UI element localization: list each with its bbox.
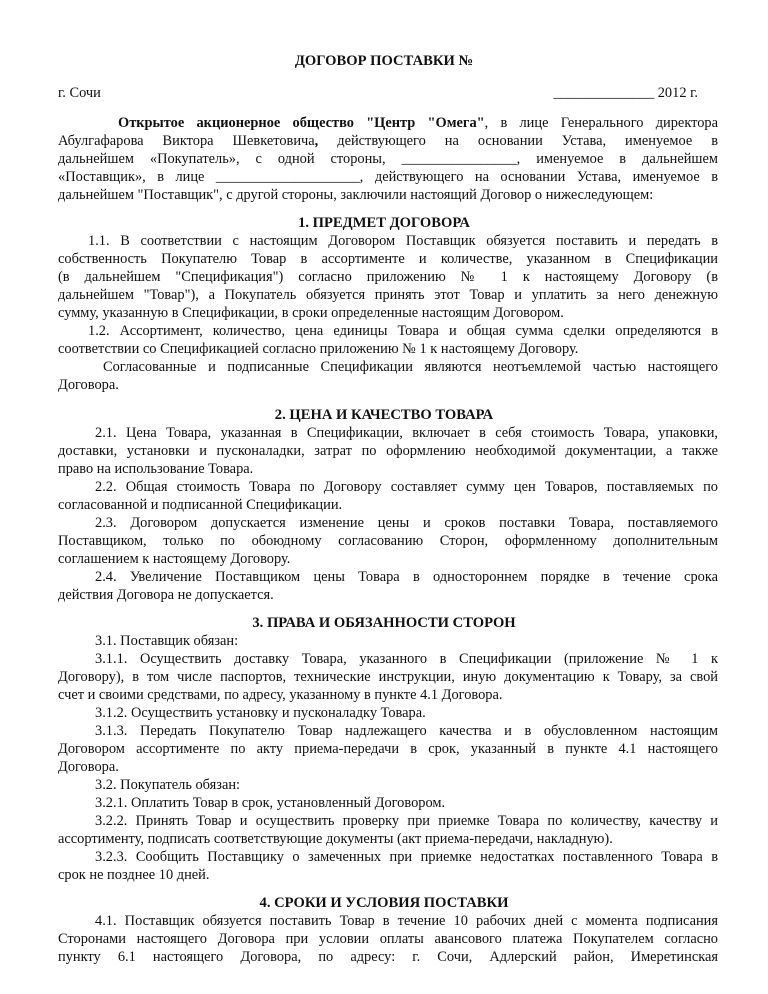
section-3-heading: 3. ПРАВА И ОБЯЗАННОСТИ СТОРОН <box>252 615 516 631</box>
clause-1-1: 1.1. В соответствии с настоящим Договором Поставщик обязуется поставить и передать в <box>88 233 718 249</box>
paragraph-line: Договору), в том числе паспортов, технические инструкции, иную документацию к Товару, за свой <box>58 669 718 685</box>
paragraph-line: Согласованные и подписанные Спецификации являются неотъемлемой частью настоящего <box>103 359 718 375</box>
clause-4-1: 4.1. Поставщик обязуется поставить Товар в течение 10 рабочих дней с момента подписания <box>95 913 718 929</box>
paragraph-line: согласованной и подписанной Спецификации. <box>58 497 343 513</box>
paragraph-line: счет и своими средствами, по адресу, указанному в пункте 4.1 Договора. <box>58 687 503 703</box>
section-4-heading: 4. СРОКИ И УСЛОВИЯ ПОСТАВКИ <box>259 895 509 911</box>
clause-3-1-2: 3.1.2. Осуществить установку и пусконаладку Товара. <box>95 705 426 721</box>
paragraph-line: пункту 6.1 настоящего Договора, по адресу: г. Сочи, Адлерский район, Имеретинская <box>58 949 718 965</box>
clause-3-2: 3.2. Покупатель обязан: <box>95 777 241 793</box>
buyer-name: Открытое акционерное общество "Центр "Омега" <box>118 115 485 131</box>
clause-1-2: 1.2. Ассортимент, количество, цена единицы Товара и общая сумма сделки определяются в <box>88 323 718 339</box>
clause-3-1-1: 3.1.1. Осуществить доставку Товара, указанного в Спецификации (приложение № 1 к <box>95 651 718 667</box>
clause-2-3: 2.3. Договором допускается изменение цены и сроков поставки Товара, поставляемого <box>95 515 718 531</box>
section-1-heading: 1. ПРЕДМЕТ ДОГОВОРА <box>298 215 470 231</box>
section-2-heading: 2. ЦЕНА И КАЧЕСТВО ТОВАРА <box>274 407 494 423</box>
clause-2-2: 2.2. Общая стоимость Товара по Договору составляет сумму цен Товаров, поставляемых по <box>95 479 718 495</box>
clause-3-2-2: 3.2.2. Принять Товар и осуществить проверку при приемке Товара по количеству, качеству и <box>95 813 718 829</box>
clause-3-2-1: 3.2.1. Оплатить Товар в срок, установленный Договором. <box>95 795 446 811</box>
intro-line-4: «Поставщик», в лице ____________________, действующего на основании Устава, именуемое в <box>58 169 718 185</box>
clause-3-2-3: 3.2.3. Сообщить Поставщику о замеченных при приемке недостатках поставленного Товара в <box>95 849 718 865</box>
paragraph-line: сумму, указанную в Спецификации, в сроки определенные настоящим Договором. <box>58 305 564 321</box>
intro-line-3: дальнейшем «Покупатель», с одной стороны, ________________, именуемое в дальнейшем <box>58 151 718 167</box>
paragraph-line: право на использование Товара. <box>58 461 254 477</box>
contract-date: ______________ 2012 г. <box>553 85 698 101</box>
paragraph-line: соглашением к настоящему Договору. <box>58 551 291 567</box>
intro-line-1: Открытое акционерное общество "Центр "Омега", в лице Генерального директора <box>118 115 718 131</box>
paragraph-line: соответствии со Спецификацией согласно приложению № 1 к настоящему Договору. <box>58 341 579 357</box>
paragraph-line: срок не позднее 10 дней. <box>58 867 210 883</box>
paragraph-line: дальнейшем "Товар"), а Покупатель обязуется принять этот Товар и уплатить за него денежную <box>58 287 718 303</box>
intro-line-2: Абулгафарова Виктора Шевкетовича, действующего на основании Устава, именуемое в <box>58 133 718 149</box>
paragraph-line: доставки, установки и пусконаладки, затрат по оформлению необходимой документации, а также <box>58 443 718 459</box>
paragraph-line: ассортименту, подписать соответствующие документы (акт приема-передачи, накладную). <box>58 831 613 847</box>
paragraph-line: (в дальнейшем "Спецификация") согласно приложению № 1 к настоящему Договору (в <box>58 269 718 285</box>
clause-2-4: 2.4. Увеличение Поставщиком цены Товара в одностороннем порядке в течение срока <box>95 569 718 585</box>
document-title: ДОГОВОР ПОСТАВКИ № <box>294 53 474 69</box>
paragraph-line: Поставщиком, только по обоюдному согласованию Сторон, оформленному дополнительным <box>58 533 718 549</box>
paragraph-line: Договором ассортименте по акту приема-передачи в срок, указанный в пункте 4.1 настоящего <box>58 741 718 757</box>
paragraph-line: Договора. <box>58 377 119 393</box>
city: г. Сочи <box>58 85 101 101</box>
intro-line-5: дальнейшем "Поставщик", с другой стороны, заключили настоящий Договор о нижеследующем: <box>58 187 654 203</box>
director-name: Абулгафарова Виктора Шевкетовича <box>58 133 315 149</box>
clause-3-1-3: 3.1.3. Передать Покупателю Товар надлежащего качества и в обусловленном настоящим <box>95 723 718 739</box>
paragraph-line: Сторонами настоящего Договора при условии оплаты авансового платежа Покупателем согласно <box>58 931 718 947</box>
clause-2-1: 2.1. Цена Товара, указанная в Спецификации, включает в себя стоимость Товара, упаковки, <box>95 425 718 441</box>
paragraph-line: собственность Покупателю Товар в ассортименте и количестве, указанном в Спецификации <box>58 251 718 267</box>
paragraph-line: действия Договора не допускается. <box>58 587 274 603</box>
paragraph-line: Договора. <box>58 759 119 775</box>
clause-3-1: 3.1. Поставщик обязан: <box>95 633 239 649</box>
